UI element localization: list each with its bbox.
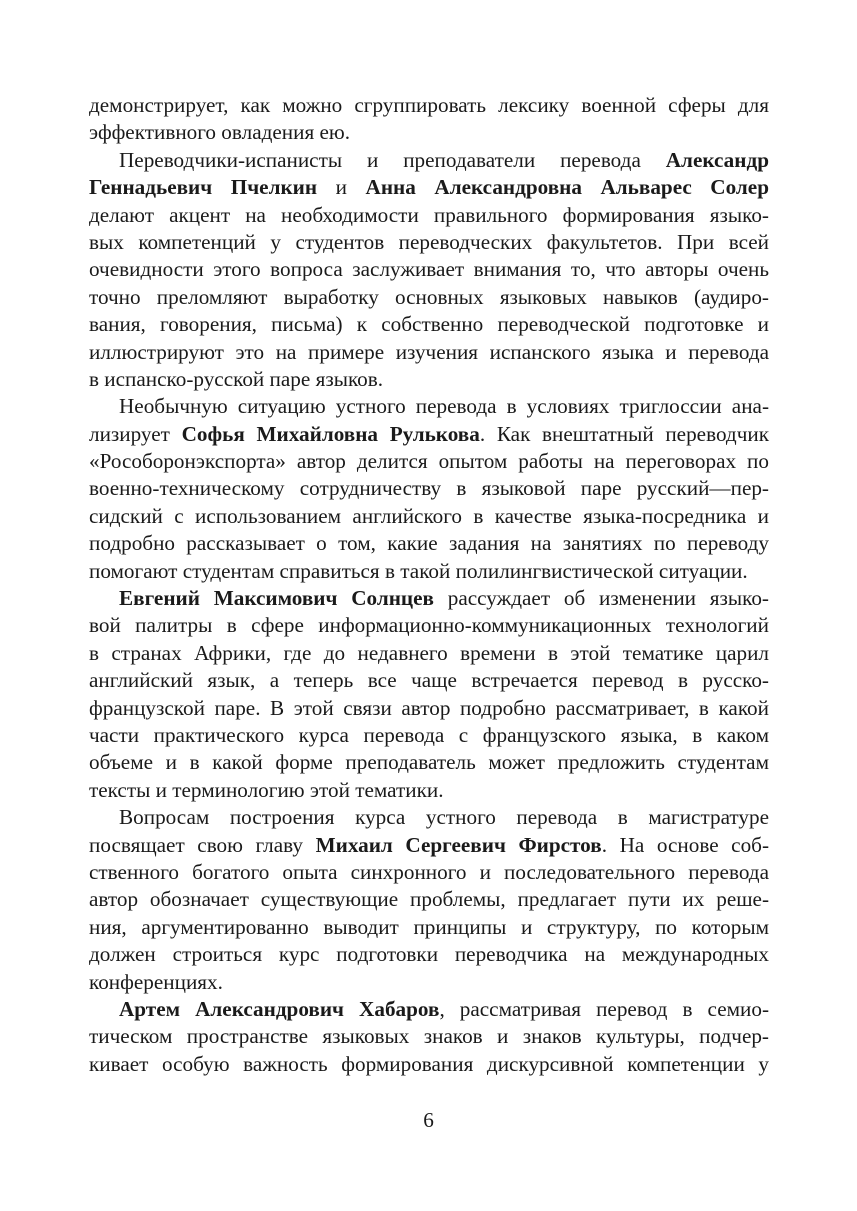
text-line — [89, 749, 769, 776]
text-line — [89, 448, 769, 475]
text-run: автор обозначает существующие проблемы, предлагает пути их реше- — [89, 887, 769, 912]
paragraph — [89, 393, 769, 585]
text-run: сидский с использованием английского в качестве языка-посредника и — [89, 503, 769, 528]
text-line — [89, 667, 769, 694]
text-run: демонстрирует, как можно сгруппировать лексику военной сферы для — [89, 93, 769, 117]
page-number: 6 — [423, 1108, 434, 1132]
paragraph — [89, 585, 769, 804]
text-run: Необычную ситуацию устного перевода в условиях триглоссии ана- — [119, 394, 769, 419]
text-line — [89, 1051, 769, 1078]
text-run: рассуждает об изменении языко- — [433, 586, 769, 611]
text-run: конференциях. — [89, 969, 223, 994]
text-run: военно-техническому сотрудничеству в языковой паре русский—пер- — [89, 476, 769, 501]
paragraph — [89, 804, 769, 996]
author-name: Геннадьевич Пчелкин — [89, 175, 318, 200]
paragraph — [89, 92, 769, 147]
text-run: . Как внештатный переводчик — [479, 421, 769, 446]
text-line — [89, 421, 769, 448]
text-run: английский язык, а теперь все чаще встречается перевод в русско- — [89, 668, 769, 693]
text-line — [89, 1023, 769, 1050]
text-line — [89, 804, 769, 831]
text-run: кивает особую важность формирования дискурсивной компетенции у — [89, 1051, 769, 1076]
text-run: подробно рассказывает о том, какие задания на занятиях по переводу — [89, 531, 769, 556]
text-line — [89, 996, 769, 1023]
text-line — [89, 393, 769, 420]
text-line — [89, 284, 769, 311]
author-name: Анна Александровна Альварес Солер — [365, 175, 769, 200]
text-line — [89, 530, 769, 557]
text-run: очевидности этого вопроса заслуживает внимания то, что авторы очень — [89, 257, 769, 282]
text-line — [89, 229, 769, 256]
author-name: Софья Михайловна Рулькова — [181, 421, 480, 446]
paragraph — [89, 147, 769, 394]
text-run: в испанско-русской паре языков. — [89, 366, 384, 391]
text-run: вых компетенций у студентов переводческих факультетов. При всей — [89, 229, 769, 254]
text-line — [89, 777, 769, 804]
text-line — [89, 695, 769, 722]
text-line — [89, 174, 769, 201]
text-line — [89, 722, 769, 749]
text-line — [89, 311, 769, 338]
author-name: Михаил Сергеевич Фирстов — [315, 832, 602, 857]
text-run: тексты и терминологию этой тематики. — [89, 777, 444, 802]
text-run: и — [317, 175, 366, 200]
text-run: в странах Африки, где до недавнего времени в этой тематике царил — [89, 640, 769, 665]
text-line — [89, 503, 769, 530]
text-line — [89, 612, 769, 639]
text-run: лизирует — [89, 421, 182, 446]
text-line — [89, 339, 769, 366]
text-run: части практического курса перевода с французского языка, в каком — [89, 722, 769, 747]
text-run: помогают студентам справиться в такой полилингвистической ситуации. — [89, 558, 748, 583]
text-run: точно преломляют выработку основных языковых навыков (аудиро- — [89, 284, 769, 309]
text-run: ния, аргументированно выводит принципы и структуру, по которым — [89, 914, 769, 939]
text-line — [89, 941, 769, 968]
text-line — [89, 585, 769, 612]
text-run: , рассматривая перевод в семио- — [439, 996, 770, 1021]
author-name: Артем Александрович Хабаров — [119, 996, 440, 1021]
text-line — [89, 366, 769, 393]
text-run: объеме и в какой форме преподаватель может предложить студентам — [89, 750, 769, 775]
text-line — [89, 92, 769, 119]
text-run: иллюстрируют это на примере изучения испанского языка и перевода — [89, 339, 769, 364]
text-run: делают акцент на необходимости правильного формирования языко- — [89, 202, 769, 227]
text-line — [89, 832, 769, 859]
page-body — [89, 92, 769, 1078]
paragraph — [89, 996, 769, 1078]
text-run: Переводчики-испанисты и преподаватели перевода — [119, 147, 666, 172]
text-line — [89, 886, 769, 913]
text-run: посвящает свою главу — [89, 832, 316, 857]
text-run: должен строиться курс подготовки переводчика на международных — [89, 942, 769, 967]
text-line — [89, 969, 769, 996]
text-line — [89, 147, 769, 174]
text-line — [89, 202, 769, 229]
text-run: «Рособоронэкспорта» автор делится опытом работы на переговорах по — [89, 449, 769, 474]
text-run: вания, говорения, письма) к собственно переводческой подготовке и — [89, 312, 769, 337]
text-line — [89, 914, 769, 941]
text-line — [89, 558, 769, 585]
text-run: Вопросам построения курса устного перевода в магистратуре — [119, 805, 769, 830]
text-run: эффективного овладения ею. — [89, 120, 351, 145]
text-line — [89, 640, 769, 667]
text-line — [89, 119, 769, 146]
text-line — [89, 475, 769, 502]
text-run: вой палитры в сфере информационно-коммуникационных технологий — [89, 613, 769, 638]
text-run: . На основе соб- — [601, 832, 770, 857]
text-line — [89, 859, 769, 886]
author-name: Евгений Максимович Солнцев — [119, 586, 434, 611]
text-run: ственного богатого опыта синхронного и последовательного перевода — [89, 859, 769, 884]
text-line — [89, 256, 769, 283]
text-run: французской паре. В этой связи автор подробно рассматривает, в какой — [89, 695, 769, 720]
text-run: тическом пространстве языковых знаков и знаков культуры, подчер- — [89, 1024, 769, 1049]
author-name: Александр — [665, 147, 769, 172]
